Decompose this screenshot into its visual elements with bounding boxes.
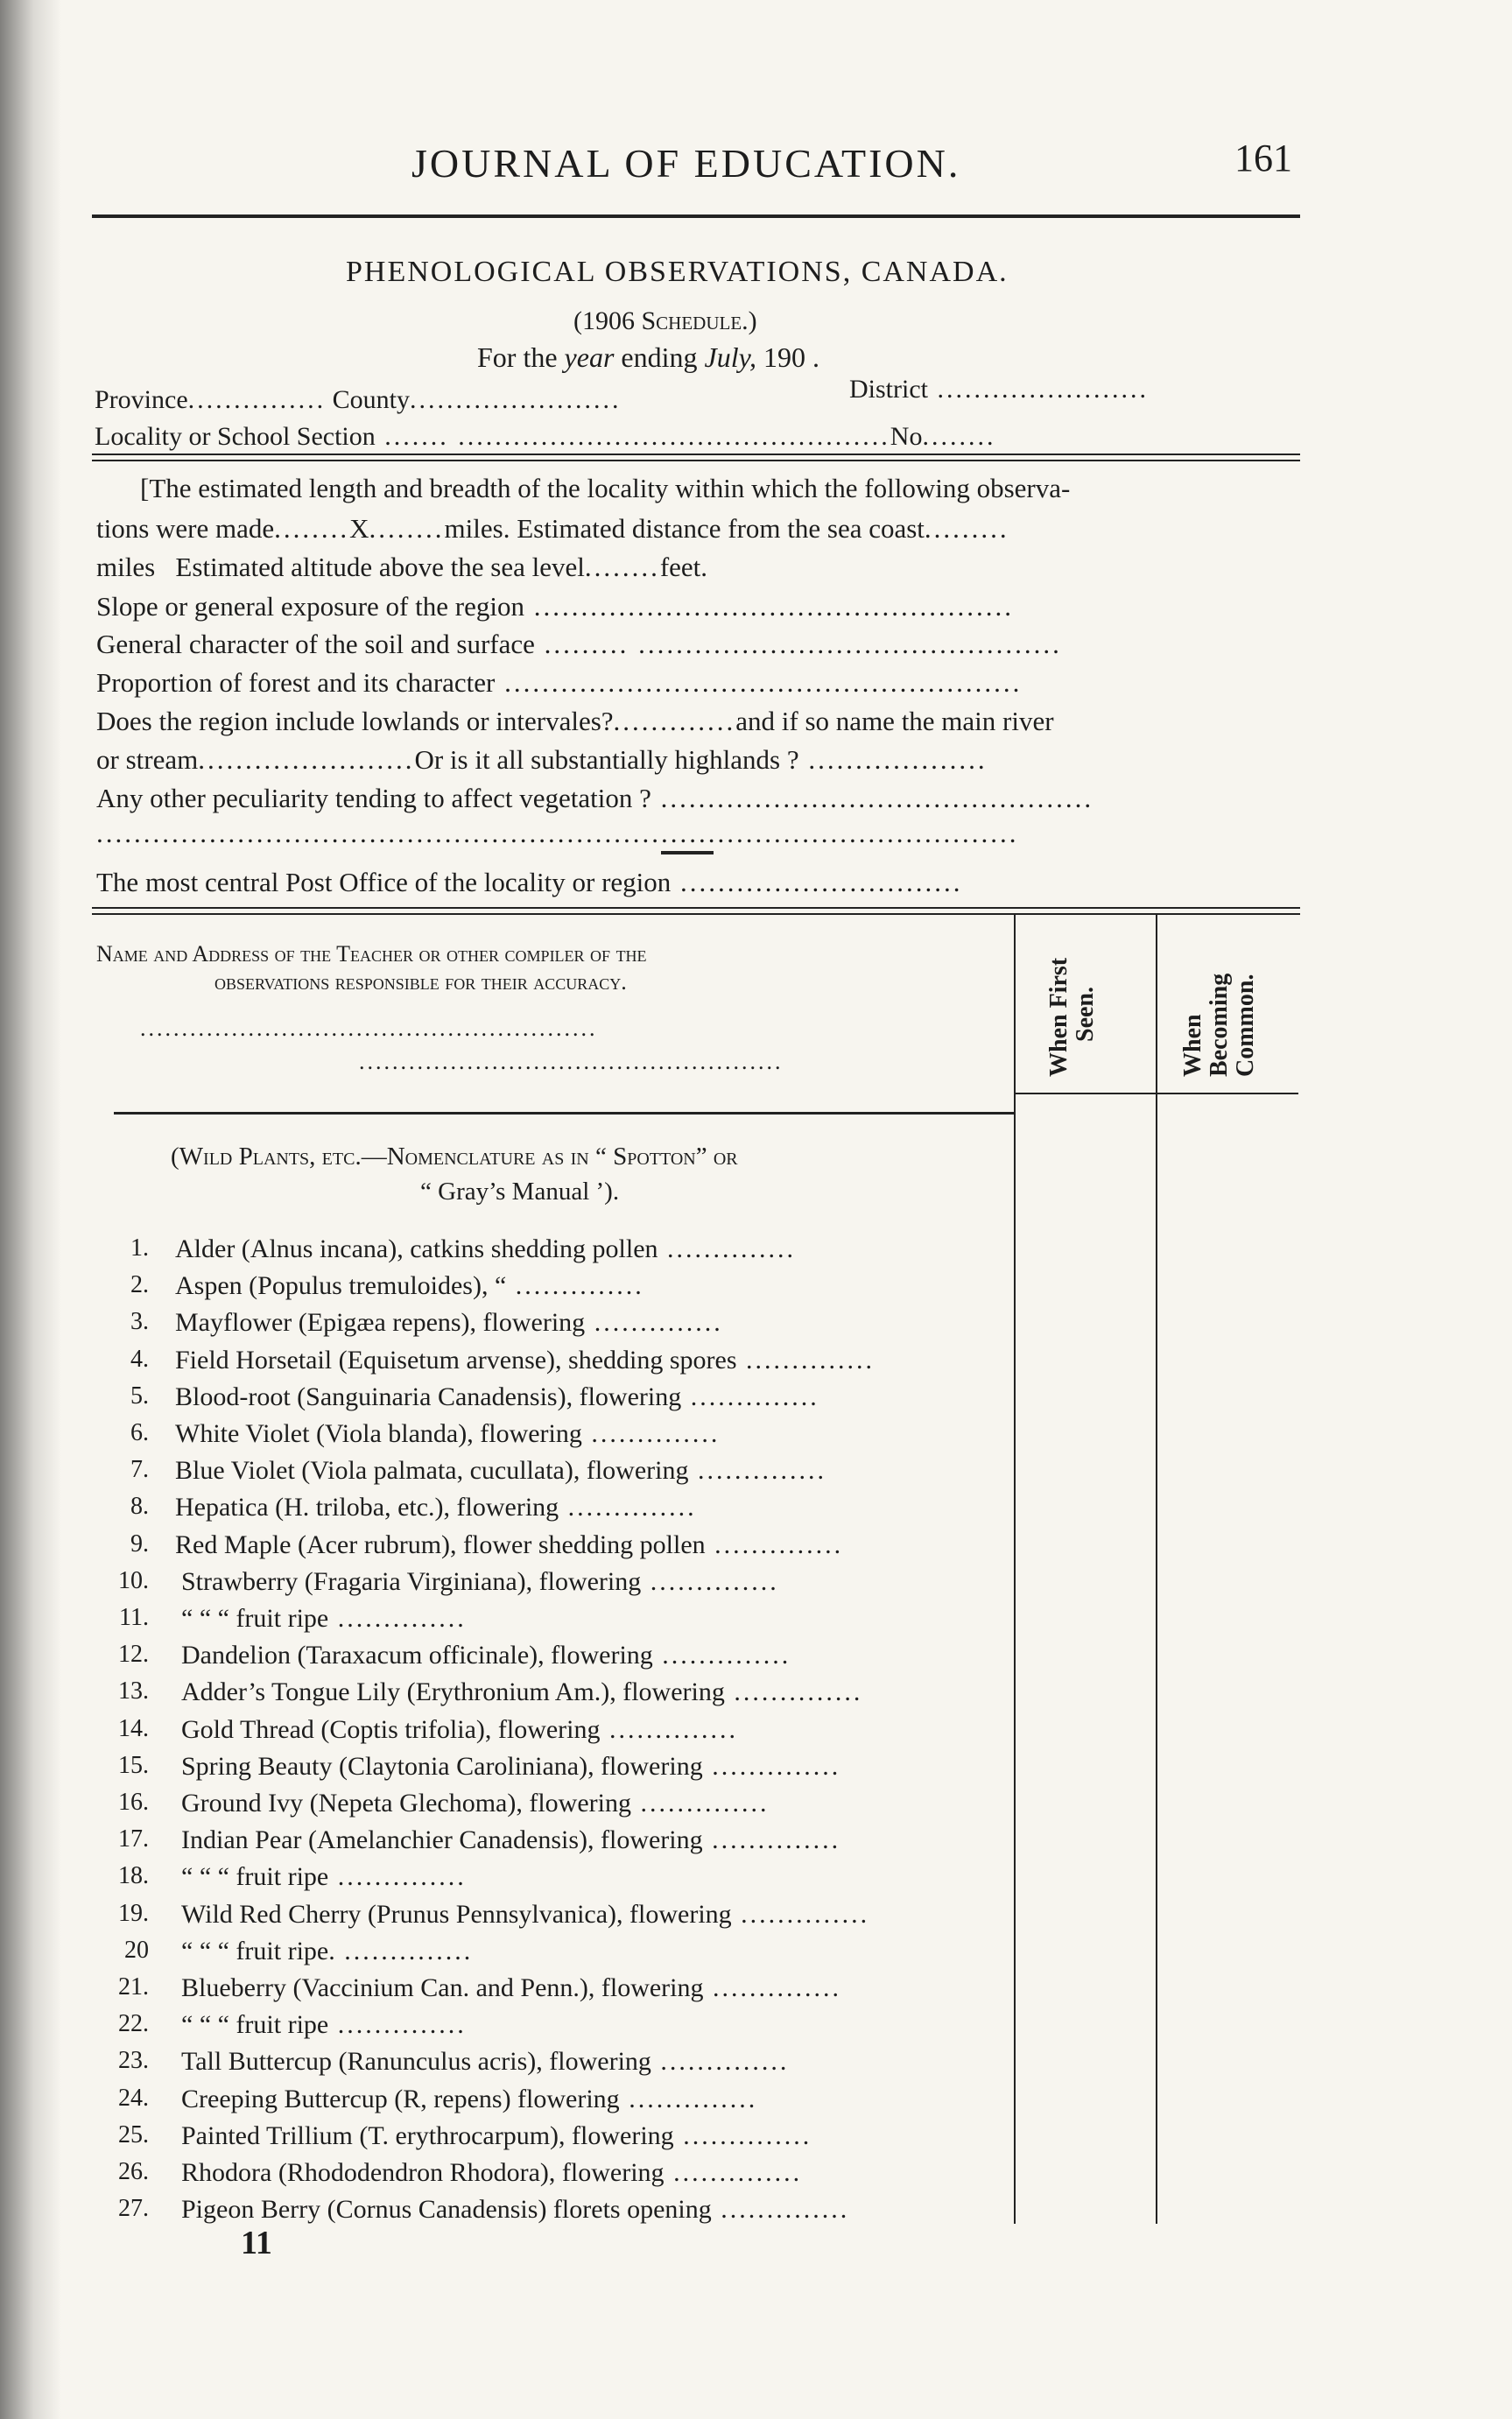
item-text: Mayflower (Epigæa repens), flowering .............. xyxy=(175,1308,723,1338)
locality-field: Locality or School Section ....... ...............................................No........ xyxy=(95,422,996,451)
item-text: Red Maple (Acer rubrum), flower shedding pollen .............. xyxy=(175,1529,844,1559)
item-number: 11. xyxy=(119,1604,149,1631)
item-text: Rhodora (Rhododendron Rhodora), flowering .............. xyxy=(181,2158,803,2187)
for-year-month: July, xyxy=(704,341,757,373)
item-text: White Violet (Viola blanda), flowering .............. xyxy=(175,1419,721,1448)
journal-title: JOURNAL OF EDUCATION. xyxy=(411,141,961,186)
compiler-line-2: observations responsible for their accuracy. xyxy=(214,969,627,995)
item-number: 7. xyxy=(130,1456,149,1484)
item-number: 14. xyxy=(118,1714,149,1742)
item-number: 10. xyxy=(118,1566,149,1594)
item-text: Field Horsetail (Equisetum arvense), shedding spores .............. xyxy=(175,1345,876,1375)
form-title: PHENOLOGICAL OBSERVATIONS, CANADA. xyxy=(346,256,1009,288)
for-year-suffix: 190 . xyxy=(763,341,820,373)
item-number: 26. xyxy=(118,2158,149,2185)
section-rule-bottom xyxy=(92,913,1300,915)
schedule-label: (1906 Schedule.) xyxy=(573,306,757,335)
item-number: 25. xyxy=(118,2120,149,2148)
item-text: Wild Red Cherry (Prunus Pennsylvanica), flowering .............. xyxy=(181,1899,870,1929)
column-divider-first-seen xyxy=(1014,915,1016,2224)
item-text: Dandelion (Taraxacum officinale), flowering .............. xyxy=(181,1641,791,1670)
item-number: 17. xyxy=(118,1825,149,1853)
item-text: Ground Ivy (Nepeta Glechoma), flowering .............. xyxy=(181,1789,770,1818)
district-field: District ....................... xyxy=(849,375,1149,404)
item-number: 16. xyxy=(118,1789,149,1816)
desc-line-10: .................................................................................................. xyxy=(96,818,1019,848)
compiler-heading xyxy=(96,941,647,995)
desc-line-7: Does the region include lowlands or intervales?.............and if so name the main river xyxy=(96,706,1054,736)
item-text: Blueberry (Vaccinium Can. and Penn.), flowering .............. xyxy=(181,1973,841,2002)
item-number: 27. xyxy=(118,2195,149,2223)
province-field: Province............... County....................... xyxy=(95,385,622,414)
province-label: Province xyxy=(95,385,188,414)
for-year-word: year xyxy=(564,341,615,373)
county-label: County xyxy=(332,385,410,414)
header-bottom-rule-left xyxy=(114,1112,1014,1115)
item-number: 9. xyxy=(130,1529,149,1558)
district-label: District xyxy=(849,375,928,404)
item-number: 20 xyxy=(124,1936,149,1964)
item-number: 5. xyxy=(130,1382,149,1410)
nomenclature-line-2: “ Gray’s Manual ’). xyxy=(420,1178,620,1206)
no-label: No xyxy=(890,422,923,451)
item-number: 12. xyxy=(118,1641,149,1669)
item-number: 8. xyxy=(130,1493,149,1521)
desc-line-2: tions were made........X........miles. Estimated distance from the sea coast......... xyxy=(96,513,1009,544)
item-number: 19. xyxy=(118,1899,149,1927)
item-text: “ “ “ fruit ripe. .............. xyxy=(181,1936,474,1965)
item-text: Gold Thread (Coptis trifolia), flowering .............. xyxy=(181,1714,739,1744)
desc-line-8: or stream.......................Or is it all substantially highlands ? ................... xyxy=(96,744,988,775)
item-number: 24. xyxy=(118,2084,149,2112)
desc-line-1: [The estimated length and breadth of the locality within which the following observa- xyxy=(140,473,1071,503)
item-text: Aspen (Populus tremuloides), “ .............. xyxy=(175,1271,644,1301)
post-office-line: The most central Post Office of the locality or region .............................. xyxy=(96,867,963,897)
item-number: 23. xyxy=(118,2047,149,2075)
desc-line-5: General character of the soil and surface ......... ............................................. xyxy=(96,629,1062,659)
item-number: 15. xyxy=(118,1751,149,1779)
item-text: Pigeon Berry (Cornus Canadensis) florets opening .............. xyxy=(181,2195,850,2225)
compiler-line-1: Name and Address of the Teacher or other compiler of the xyxy=(96,941,647,967)
col-first-seen: When First Seen. xyxy=(1045,957,1099,1077)
nomenclature-line-1: (Wild Plants, etc.—Nomenclature as in “ Spotton” or xyxy=(171,1143,738,1171)
scan-edge-shadow xyxy=(0,0,61,2419)
desc-line-9: Any other peculiarity tending to affect vegetation ? .............................................. xyxy=(96,783,1094,813)
for-year-middle: ending xyxy=(621,341,698,373)
desc-line-6: Proportion of forest and its character ....................................................... xyxy=(96,667,1023,698)
column-divider-becoming-common xyxy=(1156,915,1157,2224)
locality-label: Locality or School Section xyxy=(95,422,376,451)
item-number: 18. xyxy=(118,1862,149,1890)
item-number: 13. xyxy=(118,1677,149,1705)
item-text: Adder’s Tongue Lily (Erythronium Am.), flowering .............. xyxy=(181,1677,863,1707)
item-text: Tall Buttercup (Ranunculus acris), flowering .............. xyxy=(181,2047,790,2077)
item-number: 22. xyxy=(118,2010,149,2038)
item-text: “ “ “ fruit ripe .............. xyxy=(181,2010,467,2040)
for-year-prefix: For the xyxy=(477,341,558,373)
short-rule xyxy=(661,851,714,854)
item-text: Alder (Alnus incana), catkins shedding pollen .............. xyxy=(175,1234,797,1263)
desc-line-4: Slope or general exposure of the region ................................................... xyxy=(96,591,1014,622)
double-rule-bottom xyxy=(92,460,1300,461)
col-becoming-common: When Becoming Common. xyxy=(1179,973,1259,1077)
item-text: “ “ “ fruit ripe .............. xyxy=(181,1604,467,1633)
footer-number: 11 xyxy=(241,2225,272,2261)
compiler-blank-1: ....................................................... xyxy=(140,1016,598,1041)
compiler-blank-2: ................................................... xyxy=(359,1049,784,1074)
item-number: 2. xyxy=(130,1271,149,1299)
double-rule-top xyxy=(92,454,1300,455)
item-text: Indian Pear (Amelanchier Canadensis), flowering .............. xyxy=(181,1825,841,1855)
desc-line-3: miles Estimated altitude above the sea level........feet. xyxy=(96,552,708,582)
item-text: Blue Violet (Viola palmata, cucullata), flowering .............. xyxy=(175,1456,826,1486)
item-text: Creeping Buttercup (R, repens) flowering .............. xyxy=(181,2084,758,2113)
header-rule xyxy=(92,214,1300,218)
item-number: 3. xyxy=(130,1308,149,1336)
item-text: “ “ “ fruit ripe .............. xyxy=(181,1862,467,1892)
section-rule-top xyxy=(92,907,1300,909)
item-text: Strawberry (Fragaria Virginiana), flowering .............. xyxy=(181,1566,779,1596)
page-number: 161 xyxy=(1234,137,1292,179)
item-number: 21. xyxy=(118,1973,149,2001)
item-text: Spring Beauty (Claytonia Caroliniana), flowering .............. xyxy=(181,1751,841,1781)
item-number: 6. xyxy=(130,1419,149,1446)
item-text: Painted Trillium (T. erythrocarpum), flowering .............. xyxy=(181,2120,812,2150)
item-number: 1. xyxy=(130,1234,149,1262)
header-bottom-rule-right xyxy=(1014,1093,1298,1094)
item-number: 4. xyxy=(130,1345,149,1373)
for-year-line xyxy=(477,341,819,374)
item-text: Hepatica (H. triloba, etc.), flowering .............. xyxy=(175,1493,697,1522)
item-text: Blood-root (Sanguinaria Canadensis), flowering .............. xyxy=(175,1382,819,1411)
